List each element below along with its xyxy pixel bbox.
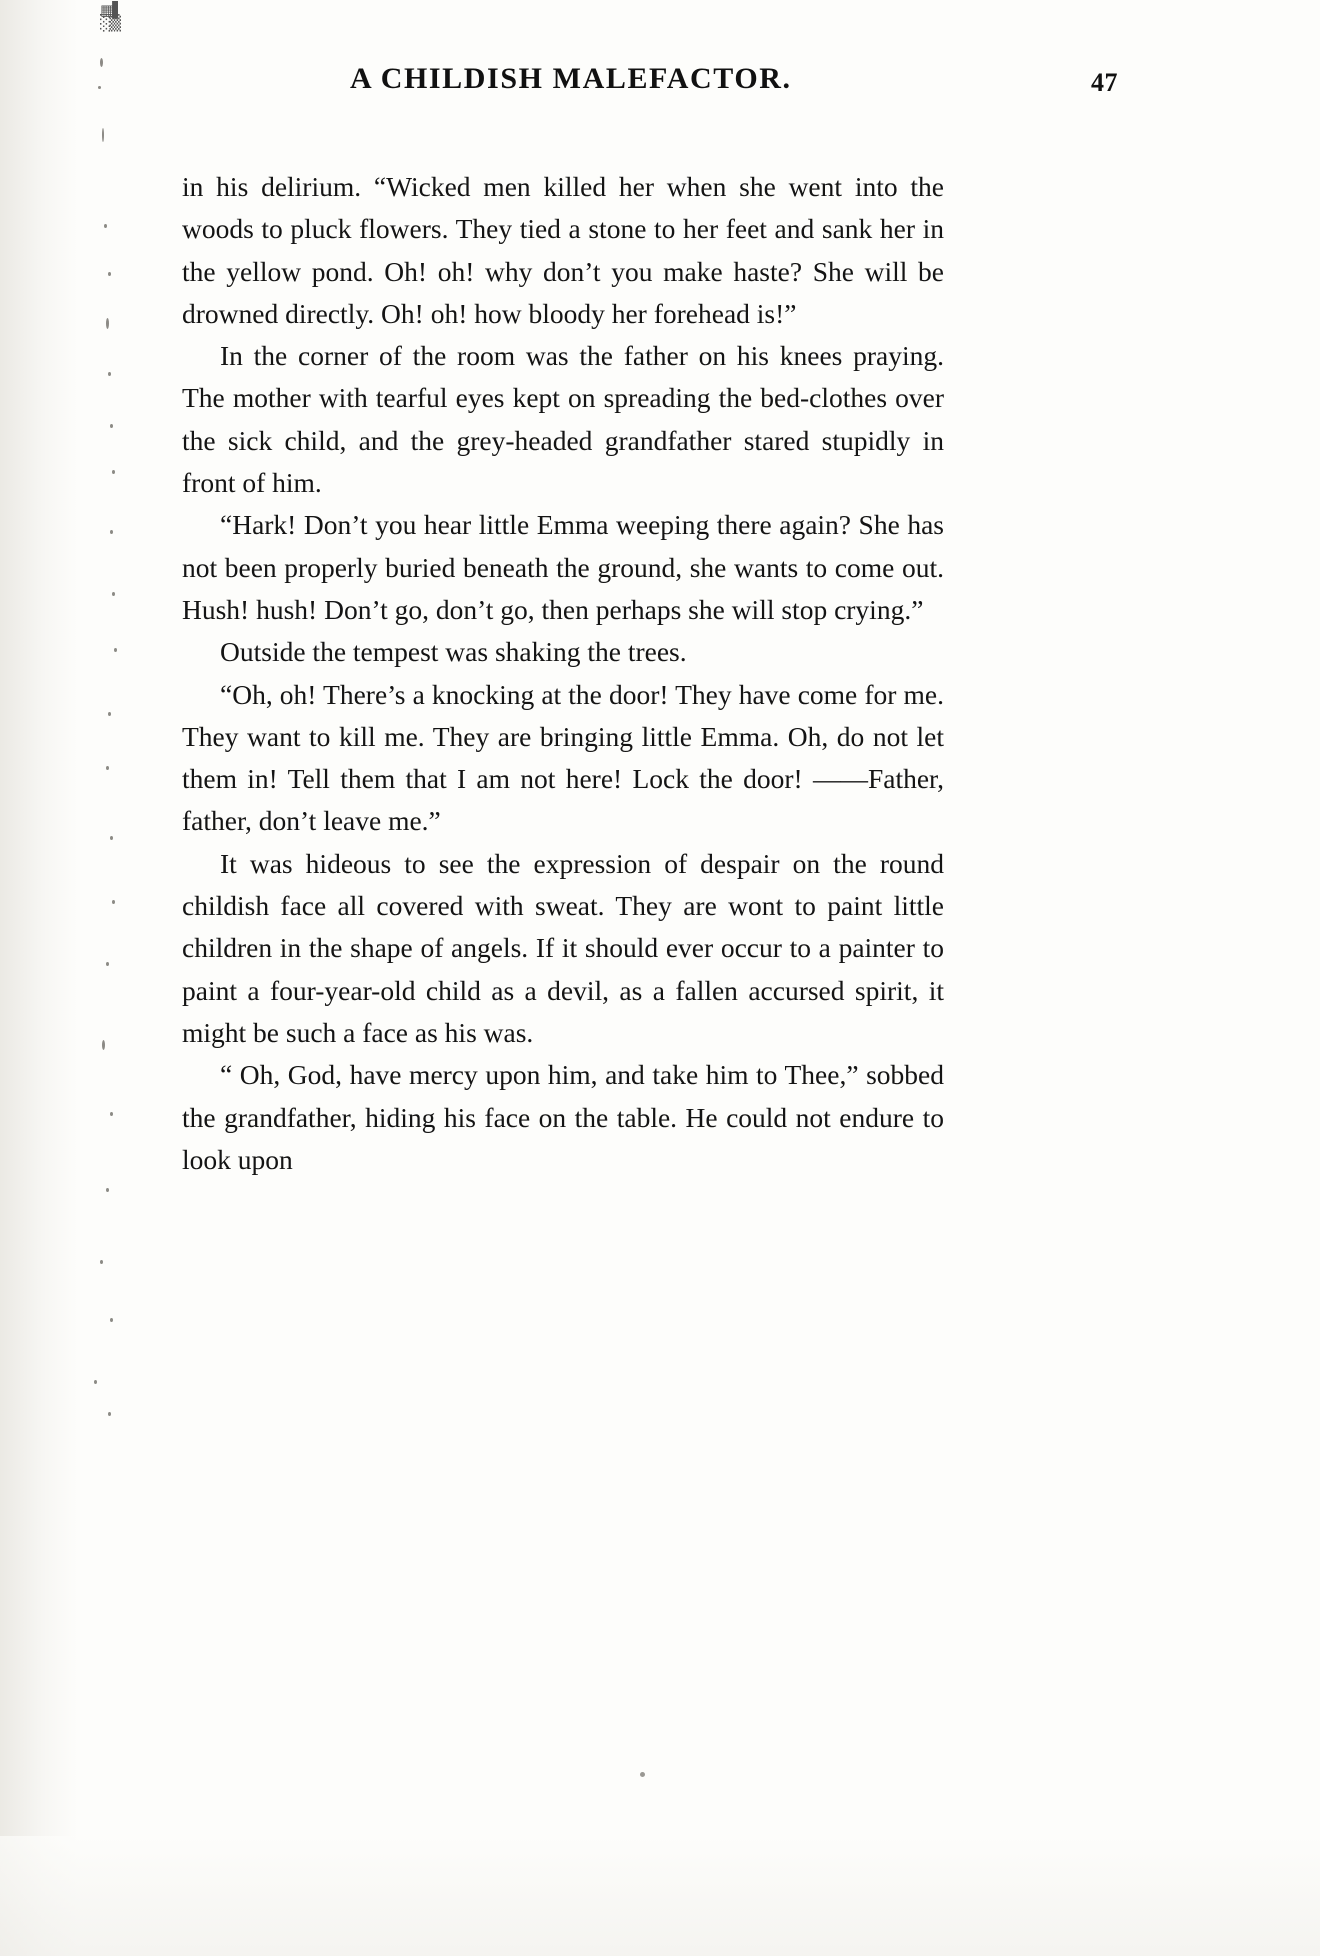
scan-smudge-icon: ▦▌ ░▒ — [100, 1, 122, 32]
scan-edge-shading-left — [0, 0, 78, 1956]
paragraph: “Hark! Don’t you hear little Emma weeping there again? She has not been properly buried beneath the ground, she wants to come out. Hush! hush! Don’t go, don’t go, then perhaps she will stop crying.” — [182, 509, 944, 625]
page-body — [182, 166, 944, 1181]
paragraph: It was hideous to see the expression of despair on the round childish face all covered with sweat. They are wont to paint little children in the shape of angels. If it should ever occur to a painter to paint a four-year-old child as a devil, as a fallen accursed spirit, it might be such a face as his was. — [182, 847, 944, 1048]
paragraph: Outside the tempest was shaking the trees. — [220, 636, 687, 668]
paragraph: in his delirium. “Wicked men killed her when she went into the woods to pluck flowers. They tied a stone to her feet and sank her in the yellow pond. Oh! oh! why don’t you make haste? She will be drowned directly. Oh! oh! how bloody her forehead is!” — [182, 171, 944, 329]
scan-edge-shading-bottom — [0, 1836, 1320, 1956]
paragraph: “Oh, oh! There’s a knocking at the door! They have come for me. They want to kill me. They are bringing little Emma. Oh, do not let them in! Tell them that I am not here! Lock the door! ——Father, father, don’t leave me.” — [182, 678, 944, 837]
page-number: 47 — [1091, 68, 1118, 97]
margin-speckles — [96, 0, 156, 1760]
page-header — [160, 62, 1170, 108]
running-title: A CHILDISH MALEFACTOR. — [350, 62, 792, 95]
footer-speck — [640, 1772, 645, 1777]
paragraph: “ Oh, God, have mercy upon him, and take him to Thee,” sobbed the grandfather, hiding his face on the table. He could not endure to look upon — [182, 1059, 944, 1175]
paragraph: In the corner of the room was the father on his knees praying. The mother with tearful eyes kept on spreading the bed-clothes over the sick child, and the grey-headed grandfather stared stupidly in front of him. — [182, 340, 944, 499]
